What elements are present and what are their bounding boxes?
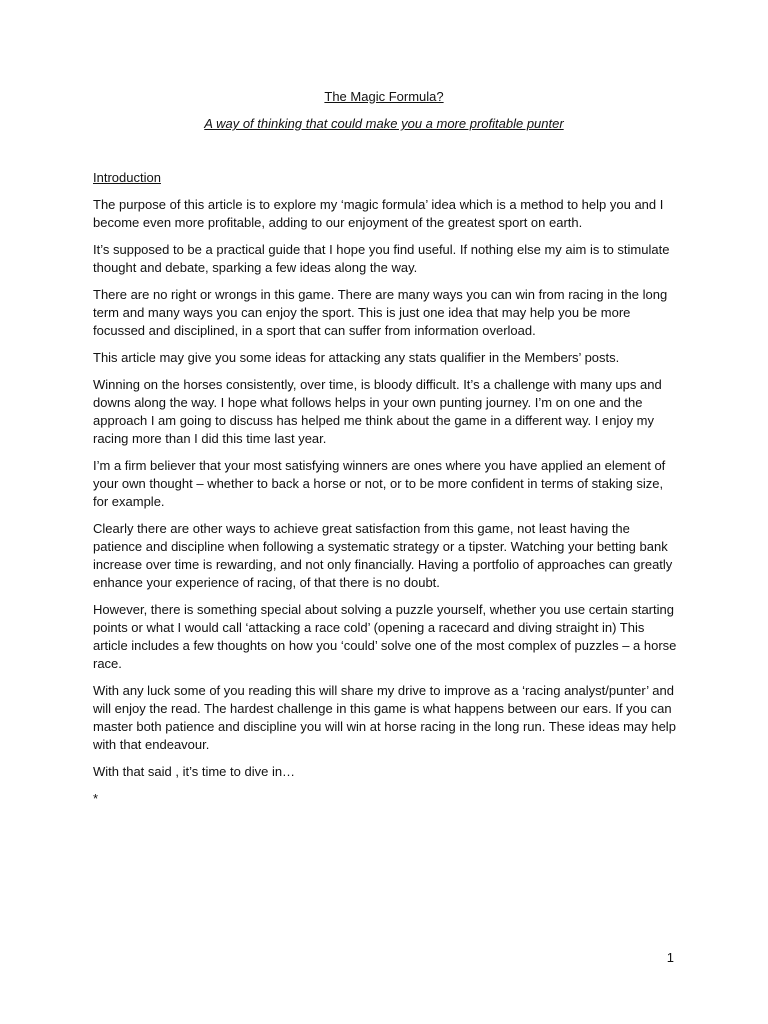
page-number: 1 <box>666 950 674 965</box>
paragraph-6: I’m a firm believer that your most satisfying winners are ones where you have applied an element of your own thought – whether to back a horse or not, or to be more confident in terms of staking size, for example. <box>93 458 666 509</box>
document-body <box>93 169 678 808</box>
paragraph-10: With that said , it’s time to dive in… <box>93 764 296 779</box>
document-title: The Magic Formula? <box>324 89 444 104</box>
section-separator: * <box>93 791 99 806</box>
paragraph-1: The purpose of this article is to explore my ‘magic formula’ idea which is a method to help you and I become even more profitable, adding to our enjoyment of the greatest sport on earth. <box>93 197 664 230</box>
paragraph-4: This article may give you some ideas for attacking any stats qualifier in the Members’ posts. <box>93 350 620 365</box>
document-subtitle: A way of thinking that could make you a more profitable punter <box>204 116 564 131</box>
paragraph-7: Clearly there are other ways to achieve great satisfaction from this game, not least having the patience and discipline when following a systematic strategy or a tipster. Watching your betting bank increase over time is rewarding, and not only financially. Having a portfolio of approaches can greatly enhance your experience of racing, of that there is no doubt. <box>93 521 673 590</box>
paragraph-9: With any luck some of you reading this will share my drive to improve as a ‘racing analyst/punter’ and will enjoy the read. The hardest challenge in this game is what happens between our ears. If you can master both patience and discipline you will win at horse racing in the long run. These ideas may help with that endeavour. <box>93 683 676 752</box>
paragraph-8: However, there is something special about solving a puzzle yourself, whether you use certain starting points or what I would call ‘attacking a race cold’ (opening a racecard and diving straight in) This article includes a few thoughts on how you ‘could’ solve one of the most complex of puzzles – a horse race. <box>93 602 677 671</box>
paragraph-2: It’s supposed to be a practical guide that I hope you find useful. If nothing else my aim is to stimulate thought and debate, sparking a few ideas along the way. <box>93 242 670 275</box>
section-heading: Introduction <box>93 170 161 185</box>
paragraph-5: Winning on the horses consistently, over time, is bloody difficult. It’s a challenge with many ups and downs along the way. I hope what follows helps in your own punting journey. I’m on one and the approach I am going to discuss has helped me think about the game in a different way. I enjoy my racing more than I did this time last year. <box>93 377 662 446</box>
paragraph-3: There are no right or wrongs in this game. There are many ways you can win from racing in the long term and many ways you can enjoy the sport. This is just one idea that may help you be more focussed and disciplined, in a sport that can suffer from information overload. <box>93 287 668 338</box>
